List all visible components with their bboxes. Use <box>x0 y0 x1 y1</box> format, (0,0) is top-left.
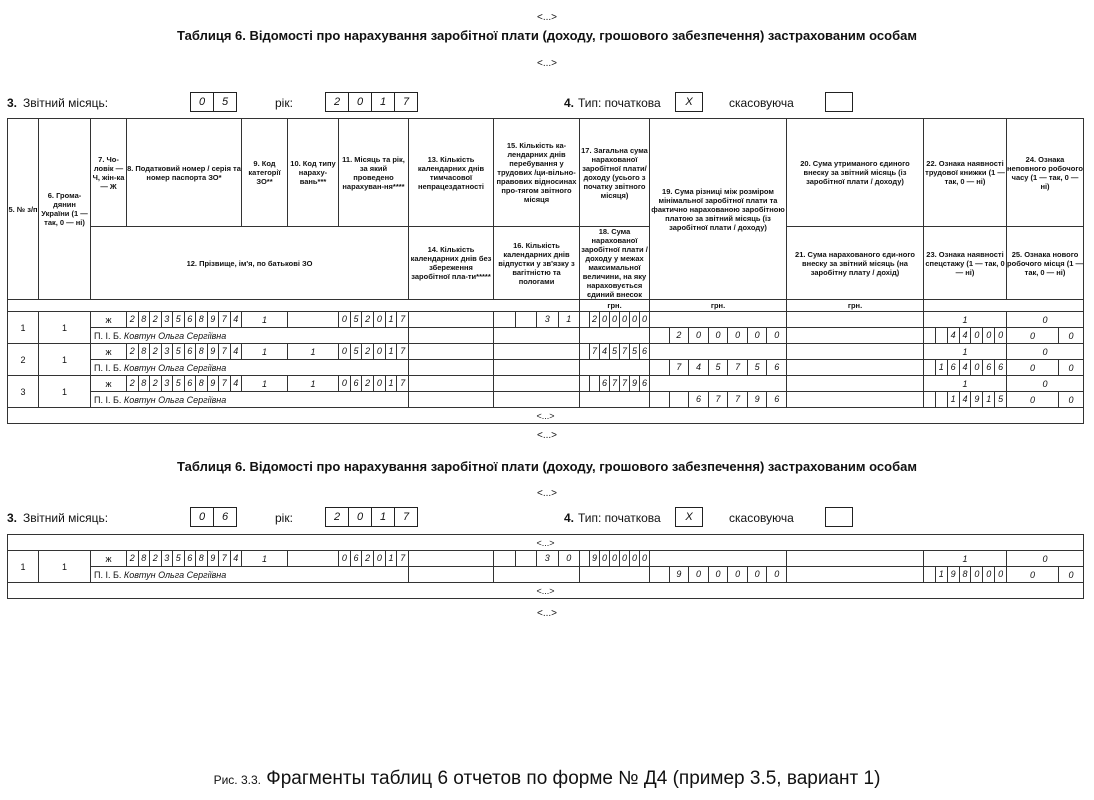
figure-caption <box>0 768 1094 790</box>
cancel-text: скасовуюча <box>729 511 794 525</box>
caption-prefix: Рис. 3.3. <box>213 773 261 787</box>
type-cancel-box <box>825 507 853 527</box>
grn-kop-17: грн. <box>580 300 650 312</box>
month-digits: 0 5 <box>190 92 237 112</box>
table-title-2: Таблиця 6. Відомості про нарахування заробітної плати (доходу, грошового забезпечення) застрахованим особам <box>177 459 917 474</box>
col-24-header: 24. Ознака неповного робочого часу (1 — так, 0 — ні) <box>1007 119 1084 227</box>
ellipsis: <...> <box>536 608 557 619</box>
type-label: 4. <box>564 96 575 110</box>
type-initial-box: Х <box>675 507 703 527</box>
table-ellipsis: <...> <box>8 535 1084 551</box>
table-row: П. І. Б. Ковтун Ольга Сергіївна 6 7 7 9 6 1 4 9 1 5 0 0 <box>8 392 1084 408</box>
type-cancel-box <box>825 92 853 112</box>
col-7-header: 7. Чо-ловік — Ч, жін-ка — Ж <box>91 119 127 227</box>
col-10-header: 10. Код типу нараху-вань*** <box>288 119 339 227</box>
col-8-header: 8. Податковий номер / серія та номер паспорта ЗО* <box>127 119 242 227</box>
ellipsis: <...> <box>536 430 557 441</box>
ellipsis-top: <...> <box>536 12 557 23</box>
col-22-header: 22. Ознака наявності трудової книжки (1 — так, 0 — ні) <box>924 119 1007 227</box>
col-21-header: 21. Сума нарахованого єди-ного внеску за звітний місяць (на заробітну плату / дохід) <box>787 227 924 300</box>
cancel-text: скасовуюча <box>729 96 794 110</box>
col-17-header: 17. Загальна сума нарахованої заробітної плати/ доходу (усього з початку звітного місяця) <box>580 119 650 227</box>
table-ellipsis: <...> <box>8 408 1084 424</box>
caption-text: Фрагменты таблиц 6 отчетов по форме № Д4 (пример 3.5, вариант 1) <box>266 768 881 789</box>
table-row: 1 1 ж 2 8 2 3 5 6 8 9 7 4 1 0 5 2 0 1 7 3 1 2 0 0 0 0 0 1 0 <box>8 312 1084 328</box>
col-20-header: 20. Сума утриманого єдиного внеску за звітний місяць (із заробітної плати / доходу) <box>787 119 924 227</box>
year-digits: 2 0 1 7 <box>325 507 418 527</box>
ellipsis: <...> <box>536 488 557 499</box>
table-row: 2 1 ж 2 8 2 3 5 6 8 9 7 4 1 1 0 5 2 0 1 7 7 4 5 7 5 6 1 0 <box>8 344 1084 360</box>
month-text: Звітний місяць: <box>23 511 109 525</box>
type-text: Тип: початкова <box>578 511 661 525</box>
type-text: Тип: початкова <box>578 96 661 110</box>
col-16-header: 16. Кількість календарних днів відпустки у зв'язку з вагітністю та пологами <box>494 227 580 300</box>
col-12-header: 12. Прізвище, ім'я, по батькові ЗО <box>91 227 409 300</box>
type-label: 4. <box>564 511 575 525</box>
table-ellipsis: <...> <box>8 583 1084 599</box>
col-13-header: 13. Кількість календарних днів тимчасової непрацездатності <box>409 119 494 227</box>
month-digits: 0 6 <box>190 507 237 527</box>
col-19-header: 19. Сума різниці між розміром мінімальної заробітної плати та фактично нарахованою заробітною платою за звітний місяць (із заробітної плати / доходу) <box>650 119 787 300</box>
col-23-header: 23. Ознака наявності спецстажу (1 — так, 0 — ні) <box>924 227 1007 300</box>
table-6-fragment-2 <box>7 534 1084 599</box>
col-11-header: 11. Місяць та рік, за який проведено нарахуван-ня**** <box>339 119 409 227</box>
table-row: П. І. Б. Ковтун Ольга Сергіївна 7 4 5 7 5 6 1 6 4 0 6 6 0 0 <box>8 360 1084 376</box>
type-initial-box: Х <box>675 92 703 112</box>
col-14-header: 14. Кількість календарних днів без збереження заробітної пла-ти***** <box>409 227 494 300</box>
table-row: 1 1 ж 2 8 2 3 5 6 8 9 7 4 1 0 6 2 0 1 7 3 0 9 0 0 0 0 0 1 0 <box>8 551 1084 567</box>
col-25-header: 25. Ознака нового робочого місця (1 — так, 0 — ні) <box>1007 227 1084 300</box>
table-row: 3 1 ж 2 8 2 3 5 6 8 9 7 4 1 1 0 6 2 0 1 7 6 7 7 9 6 1 0 <box>8 376 1084 392</box>
table-title: Таблиця 6. Відомості про нарахування заробітної плати (доходу, грошового забезпечення) застрахованим особам <box>177 28 917 43</box>
col-18-header: 18. Сума нарахованої заробітної плати / доходу у межах максимальної величини, на яку нараховується єдиний внесок <box>581 227 648 299</box>
month-text: Звітний місяць: <box>23 96 109 110</box>
table-6-fragment-1 <box>7 118 1084 424</box>
col-5-header: 5. № з/п <box>8 119 39 300</box>
year-label: рік: <box>275 511 293 525</box>
year-digits: 2 0 1 7 <box>325 92 418 112</box>
table-row: П. І. Б. Ковтун Ольга Сергіївна 9 0 0 0 0 0 1 9 8 0 0 0 0 0 <box>8 567 1084 583</box>
ellipsis: <...> <box>536 58 557 69</box>
month-label: 3. <box>7 96 18 110</box>
col-6-header: 6. Грома-дянин України (1 — так, 0 — ні) <box>39 119 91 300</box>
month-label: 3. <box>7 511 18 525</box>
col-9-header: 9. Код категорії ЗО** <box>242 119 288 227</box>
year-label: рік: <box>275 96 293 110</box>
grn-19: грн. <box>650 300 787 312</box>
col-15-header: 15. Кількість ка-лендарних днів перебування у трудових /ци-вільно-правових відносинах про-тягом звітного місяця <box>494 119 580 227</box>
grn-21: грн. <box>787 300 924 312</box>
table-row: П. І. Б. Ковтун Ольга Сергіївна 2 0 0 0 0 0 4 4 0 0 0 0 0 <box>8 328 1084 344</box>
